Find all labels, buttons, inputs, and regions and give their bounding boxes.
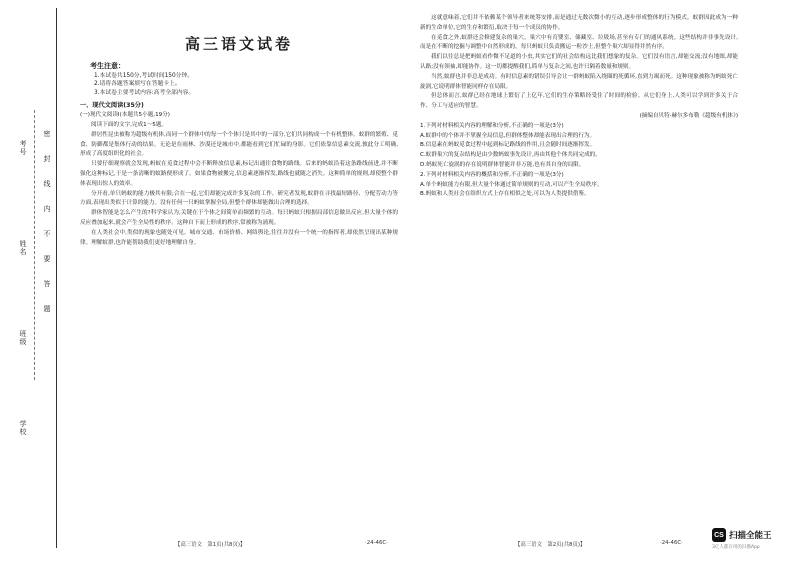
question-option: B.信息素在蚂蚁觅食过程中起到标记路线的作用,且会随时间逐渐挥发。 [420,142,596,149]
reading-instruction: 阅读下面的文字,完成1～5题。 [91,121,168,128]
passage-paragraph: 这就意味着,它们并不依赖某个领导者来统筹安排,而是通过无数次微小的互动,逐步形成整体的行为模式。蚁群因此成为一种新的生命单位,它的生存和繁衍,取决于每一个成员的协作。 [420,15,738,31]
scanner-watermark [712,528,772,550]
page-one-footer: 【高三语文 第1页(共8页)】 [175,542,246,548]
passage-paragraph: 群居性昆虫被称为超级有机体,而同一个群体中的每一个个体只是其中的一部分,它们共同构成一个有机整体。蚁群的繁殖、觅食、防御都是集体行动的结果。无论是在雨林、沙漠还是城市中,都能看到它们忙碌的身影。它们依靠信息素交流,彼此分工明确,形成了高度组织化的社会。 [80,131,398,158]
question-option: A.单个蚂蚁能力有限,但大量个体通过简单规则的互动,可以产生全局秩序。 [420,181,603,188]
field-kaohao: 考号 [19,140,27,156]
camscanner-logo-icon: CS [712,528,726,542]
notice-list [94,72,398,98]
exam-title: 高三语文试卷 [184,35,293,53]
passage-paragraph: 我们以往总是把蚂蚁看作微不足道的小虫,其实它们的社会结构远比我们想象的复杂。它们没有语言,却能交流;没有地图,却能认路;没有领袖,却能协作。这一切都提醒我们,简单与复杂之间,也许只隔着数量和规则。 [420,54,738,70]
binding-margin [0,0,62,561]
notice-item: 1.本试卷共150分,考试时间150分钟。 [94,72,194,79]
question-option: D.蚂蚁死亡旋涡的存在说明群体智能并非万能,也有其自身的局限。 [420,161,585,168]
seal-warning: 密封线内不要答题 [43,130,51,330]
passage-paragraph: 分开看,单只蚂蚁的能力极其有限;合在一起,它们却能完成许多复杂的工作。研究者发现,蚁群在寻找最短路径、分配劳动力等方面,表现出类似于计算的能力。没有任何一只蚂蚁掌握全局,但整个群体却能做出合理的选择。 [80,190,398,207]
seal-line [56,8,57,548]
watermark-name: 扫描全能王 [729,531,772,541]
question-option: B.蚂蚁和人类社会在组织方式上存在相似之处,可以为人类提供借鉴。 [420,191,590,198]
notice-item: 2.请将各题答案填写在答题卡上。 [94,81,181,88]
field-xuexiao: 学校 [19,420,27,436]
page-one-code: ·24-46C· [365,540,388,546]
field-xingming: 姓名 [19,240,27,256]
question-stem: 1.下列对材料相关内容的理解和分析,不正确的一项是(3分) [420,122,564,129]
page-two [420,14,738,200]
subsection-heading: (一)现代文阅读Ⅰ(本题共5小题,19分) [80,112,170,119]
passage-source: (摘编自贝特·赫尔多布勒《超级有机体》) [639,112,738,119]
page-two-footer: 【高三语文 第2页(共8页)】 [515,542,586,548]
page-two-code: ·24-46C· [660,540,683,546]
field-banji: 班级 [19,330,27,346]
page-one [80,14,398,248]
cut-line [34,110,36,380]
passage-paragraph: 当然,蚁群也并非总是成功。有时信息素的错误引导会让一群蚂蚁陷入绕圈的死循环,直到力竭而死。这种现象被称为蚂蚁死亡旋涡,它说明群体智能同样存在局限。 [420,73,738,90]
notice-heading: 考生注意： [90,61,125,70]
question-option: C.蚁群巢穴的复杂结构是由少数蚂蚁事先设计,再由其他个体共同完成的。 [420,152,601,159]
watermark-sub: 3亿人都在用的扫描App [712,545,760,550]
passage-paragraph: 群体智能是怎么产生的?科学家认为,关键在于个体之间简单而频繁的互动。每只蚂蚁只根据局部信息做出反应,但大量个体的反应叠加起来,就会产生全局性的秩序。这种自下而上形成的秩序,常被称为涌现。 [80,210,398,226]
passage-paragraph: 在人类社会中,类似的现象也随处可见。城市交通、市场价格、网络舆论,往往并没有一个统一的指挥者,却依然呈现出某种规律。理解蚁群,也许能帮助我们更好地理解自身。 [80,229,398,246]
section-heading: 一、现代文阅读(35分) [80,102,144,110]
passage-paragraph: 只要仔细观察就会发现,蚂蚁在觅食过程中会不断释放信息素,标记出通往食物的路线。后来的蚂蚁沿着这条路线前进,并不断强化这种标记,于是一条清晰的蚁路便形成了。如果食物被搬完,信息素逐渐挥发,路线也就随之消失。这种简单的规则,却使整个群体表现出惊人的效率。 [80,161,398,187]
question-stem: 2.下列对材料相关内容的概括和分析,不正确的一项是(3分) [420,171,564,178]
question-option: A.蚁群中的个体并不掌握全局信息,但群体整体却能表现出合理的行为。 [420,132,596,139]
passage-paragraph: 在觅食之外,蚁群还会修建复杂的巢穴。巢穴中有育婴室、储藏室、垃圾场,甚至有专门的通风系统。这些结构并非事先设计,而是在不断的挖掘与调整中自然形成的。每只蚂蚁只负责搬运一粒沙土,但整个巢穴却显得井然有序。 [420,34,738,51]
notice-item: 3.本试卷主要考试内容:高考全部内容。 [94,89,195,96]
passage-paragraph: 但总体而言,蚁群已经在地球上繁衍了上亿年,它们的生存策略经受住了时间的检验。从它们身上,人类可以学到许多关于合作、分工与适应的智慧。 [420,93,738,110]
